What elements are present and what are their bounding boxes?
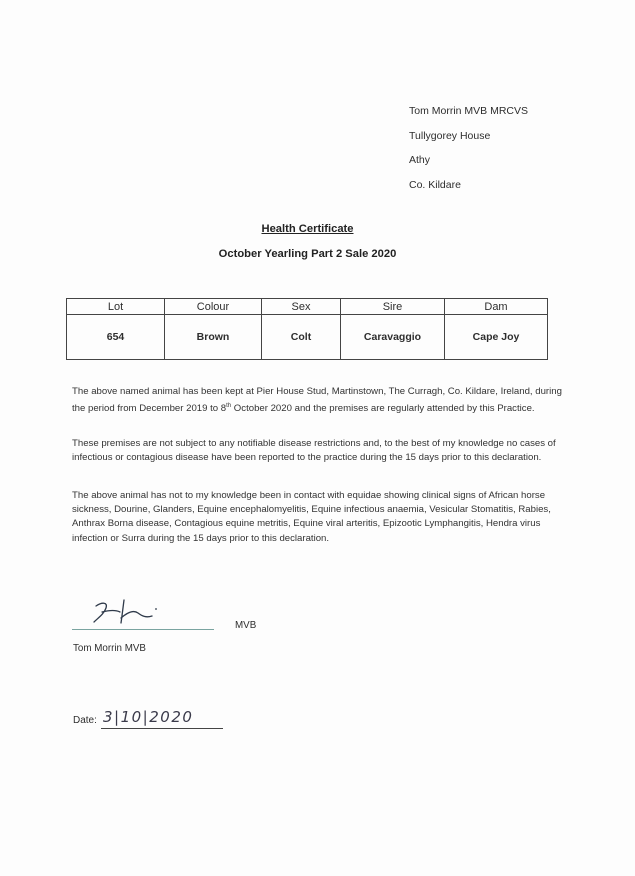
- residence-text-end: October 2020 and the premises are regularly attended by this Practice.: [231, 403, 535, 415]
- header-lot: Lot: [67, 299, 165, 315]
- handwritten-date: 3|10|2020: [103, 708, 194, 726]
- cell-colour: Brown: [165, 315, 262, 360]
- address-line-2: Athy: [409, 154, 431, 166]
- handwritten-signature: [90, 596, 180, 626]
- cell-lot: 654: [67, 315, 165, 360]
- table-header-row: [67, 299, 548, 315]
- document-title: Health Certificate: [261, 223, 354, 235]
- paragraph-residence: [72, 385, 567, 417]
- address-line-1: Tullygorey House: [409, 129, 491, 142]
- header-sire: Sire: [341, 299, 445, 315]
- address-line-3: Co. Kildare: [409, 178, 461, 191]
- document-subtitle: October Yearling Part 2 Sale 2020: [218, 248, 397, 260]
- paragraph-disease-contact: The above animal has not to my knowledge been in contact with equidae showing clinical signs of African horse sickness, Dourine, Glanders, Equine encephalomyelitis, Equine infectious anaemia, Vesicular Stomatitis, Rabies, Anthrax Borna disease, Contagious equine metritis, Equine viral arteritis, Epizootic Lymphangitis, Hendra virus infection or Surra during the 15 days prior to this declaration.: [72, 490, 551, 544]
- header-dam: Dam: [445, 299, 548, 315]
- cell-dam: Cape Joy: [445, 315, 548, 360]
- header-sex: Sex: [262, 299, 341, 315]
- table-row: [67, 315, 548, 360]
- paragraph-restrictions: These premises are not subject to any notifiable disease restrictions and, to the best of my knowledge no cases of infectious or contagious disease have been reported to the practice during the 15 days prior to this declaration.: [72, 438, 556, 464]
- signature-block: [72, 596, 272, 636]
- residence-text-start: The above named animal has been kept at Pier House Stud, Martinstown, The Curragh, Co. Kildare, Ireland, during the period from December 2019 to 8: [72, 386, 562, 415]
- signature-line-suffix: MVB: [235, 620, 257, 631]
- date-block: [73, 710, 233, 732]
- header-colour: Colour: [165, 299, 262, 315]
- residence-ordinal-suffix: th: [226, 403, 232, 410]
- signature-line: [72, 629, 214, 630]
- cell-sex: Colt: [262, 315, 341, 360]
- horse-details-table: [66, 298, 548, 360]
- sender-name: Tom Morrin MVB MRCVS: [409, 105, 529, 117]
- date-label: Date:: [73, 715, 97, 726]
- cell-sire: Caravaggio: [341, 315, 445, 360]
- signer-name: Tom Morrin MVB: [73, 643, 146, 654]
- sender-address: [409, 99, 528, 197]
- date-line: [101, 728, 223, 729]
